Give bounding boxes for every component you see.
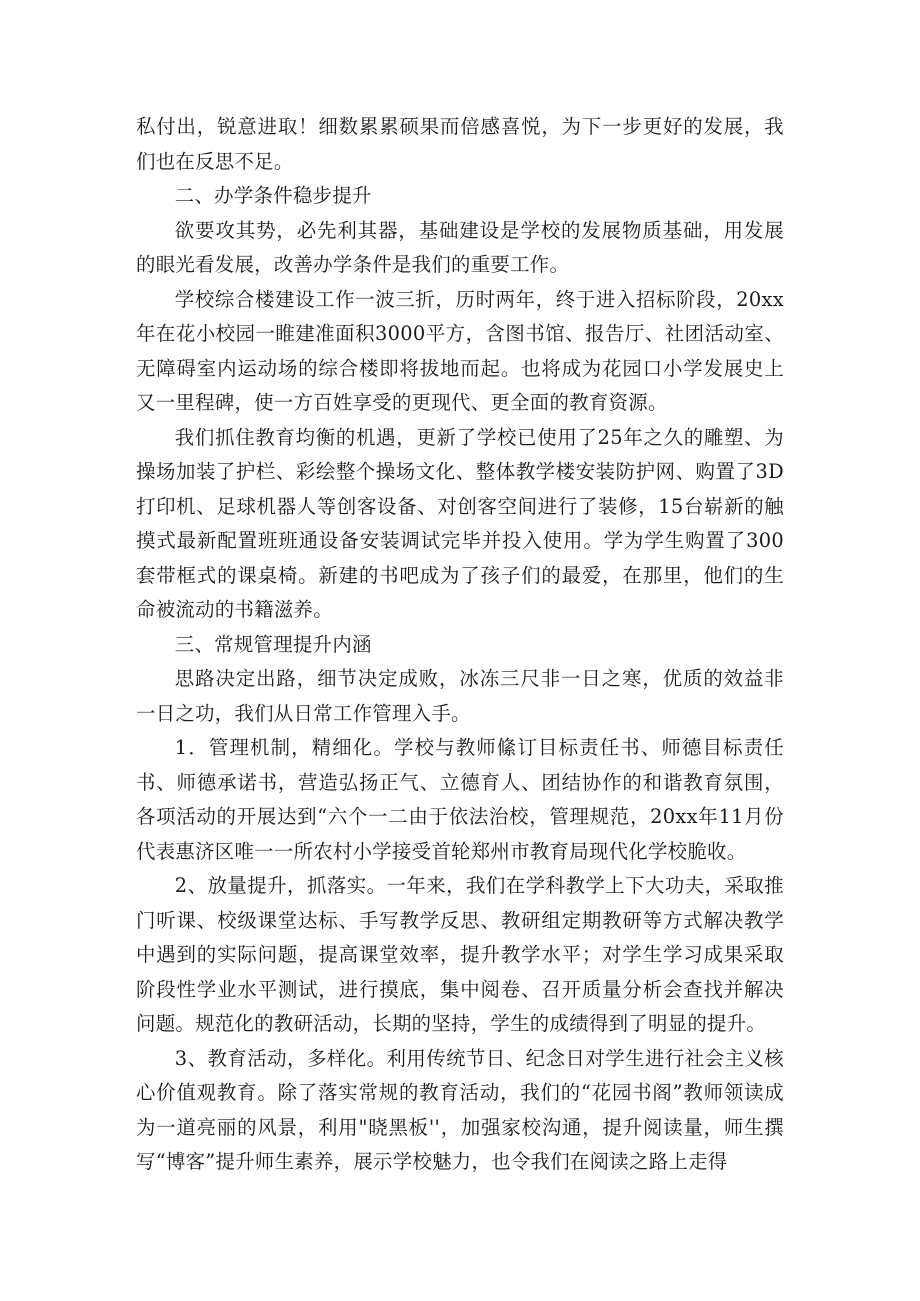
paragraph-item-2-quality: 2、放量提升，抓落实。一年来，我们在学科教学上下大功夫，采取推门听课、校级课堂达标、手写教学反思、教研组定期教研等方式解决教学中遇到的实际问题，提高课堂效率，提升教学水平；对学生学习成果采取阶段性学业水平测试，进行摸底，集中阅卷、召开质量分析会查找并解决问题。规范化的教研活动，长期的坚持，学生的成绩得到了明显的提升。 [136, 874, 784, 1035]
paragraph-continued: 私付出，锐意进取！细数累累硕果而倍感喜悦，为下一步更好的发展，我们也在反思不足。 [136, 115, 784, 173]
paragraph-complex-building: 学校综合楼建设工作一波三折，历时两年，终于进入招标阶段，20xx年在花小校园一睢建准面积3000平方，含图书馆、报告厅、社团活动室、无障碍室内运动场的综合楼即将拔地而起。也将成为花园口小学发展史上又一里程碑，使一方百姓享受的更现代、更全面的教育资源。 [136, 287, 784, 414]
paragraph-infrastructure-intro: 欲要攻其势，必先利其器，基础建设是学校的发展物质基础，用发展的眼光看发展，改善办学条件是我们的重要工作。 [136, 218, 784, 276]
section-heading-conditions: 二、办学条件稳步提升 [174, 184, 372, 207]
section-heading-management: 三、常规管理提升内涵 [174, 632, 372, 656]
document-body [136, 110, 784, 1180]
paragraph-item-1-mechanism: 1．管理机制，精细化。学校与教师絛订目标责任书、师德目标责任书、师德承诺书，营造弘扬正气、立德育人、团结协作的和谐教育氛围，各项活动的开展达到“六个一二由于依法治校，管理规范，20xx年11月份代表惠济区唯一一所农村小学接受首轮郑州市教育局现代化学校脆收。 [136, 736, 784, 863]
paragraph-item-3-activities: 3、教育活动，多样化。利用传统节日、纪念日对学生进行社会主义核心价值观教育。除了落实常规的教育活动，我们的“花园书阁”教师领读成为一道亮丽的风景，利用"晓黑板''，加强家校沟通，提升阅读量，师生撰写“博客”提升师生素养，展示学校魅力，也令我们在阅读之路上走得 [136, 1046, 784, 1173]
paragraph-equipment-upgrades: 我们抓住教育均衡的机遇，更新了学校已使用了25年之久的雕塑、为操场加装了护栏、彩绘整个操场文化、整体教学楼安装防护网、购置了3D打印机、足球机器人等创客设备、对创客空间进行了装修，15台崭新的触摸式最新配置班班通设备安装调试完毕并投入使用。学为学生购置了300套带框式的课桌椅。新建的书吧成为了孩子们的最爱，在那里，他们的生命被流动的书籍滋养。 [136, 425, 784, 621]
paragraph-management-intro: 思路决定出路，细节决定成败，冰冻三尺非一日之寒，优质的效益非一日之功，我们从日常工作管理入手。 [136, 667, 784, 725]
